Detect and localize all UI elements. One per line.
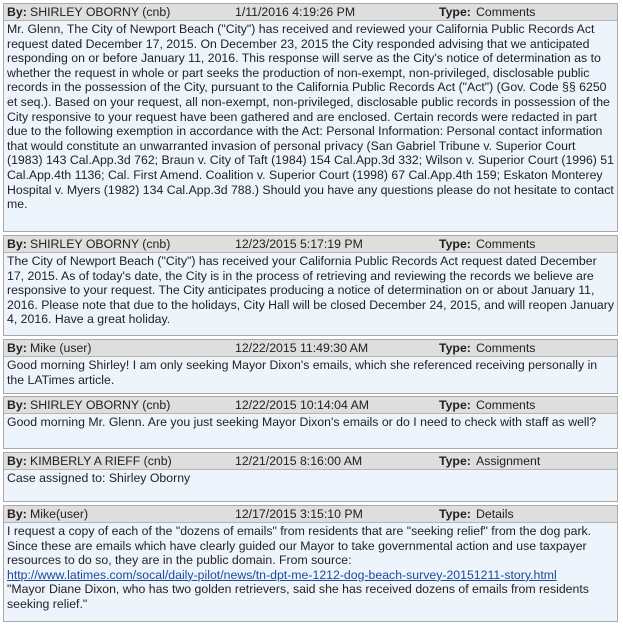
entry-text: I request a copy of each of the "dozens of emails" from residents that are "seeking relief" from the dog park. Since these are emails which have clearly guided our Mayor to take governmental action and use taxpayer resources to do so, they are in the public domain. From source: [7, 524, 592, 568]
entry-author: KIMBERLY A RIEFF (cnb) [30, 454, 172, 468]
entry-type: Assignment [476, 454, 541, 468]
history-entry [3, 3, 618, 232]
entry-author: SHIRLEY OBORNY (cnb) [30, 398, 171, 412]
entry-author: SHIRLEY OBORNY (cnb) [30, 5, 171, 19]
entry-author: SHIRLEY OBORNY (cnb) [30, 237, 171, 251]
entry-author: Mike(user) [30, 507, 89, 521]
entry-date: 12/17/2015 3:15:10 PM [235, 507, 363, 521]
entry-body [4, 523, 617, 614]
history-entry [3, 452, 618, 502]
entry-header [4, 453, 617, 470]
entry-text: Good morning Shirley! I am only seeking Mayor Dixon's emails, which she referenced receiving personally in the LATimes article. [7, 358, 598, 387]
entry-author: Mike (user) [30, 341, 92, 355]
by-label: By: [7, 237, 27, 251]
by-label: By: [7, 454, 27, 468]
entry-quote: "Mayor Diane Dixon, who has two golden retrievers, said she has received dozens of emails from residents seeking relief." [7, 582, 589, 611]
by-label: By: [7, 507, 27, 521]
entry-text: The City of Newport Beach ("City") has received your California Public Records Act request dated December 17, 2015. As of today's date, the City is in the process of retrieving and reviewing the records we believe are responsive to your request. The City anticipates producing a notice of determination on or about January 11, 2016. Please note that due to the holidays, City Hall will be closed December 24, 2015, and will reopen January 4, 2016. Have a great holiday. [7, 254, 615, 327]
type-label: Type: [439, 341, 471, 355]
type-label: Type: [439, 237, 471, 251]
entry-text: Case assigned to: Shirley Oborny [7, 471, 191, 485]
by-label: By: [7, 341, 27, 355]
by-label: By: [7, 5, 27, 19]
entry-type: Comments [476, 237, 536, 251]
by-label: By: [7, 398, 27, 412]
history-entry [3, 235, 618, 336]
history-entry [3, 339, 618, 394]
entry-type: Comments [476, 341, 536, 355]
entry-header [4, 397, 617, 414]
entry-type: Details [476, 507, 514, 521]
entry-header [4, 506, 617, 523]
entry-date: 12/23/2015 5:17:19 PM [235, 237, 363, 251]
entry-header [4, 236, 617, 253]
entry-header [4, 340, 617, 357]
entry-type: Comments [476, 398, 536, 412]
entry-date: 12/22/2015 10:14:04 AM [235, 398, 370, 412]
history-entry [3, 505, 618, 622]
entry-text: Mr. Glenn, The City of Newport Beach ("City") has received and reviewed your California Public Records Act request dated December 17, 2015. On December 23, 2015 the City responded advising that we anticipated responding on or before January 11, 2016. This response will serve as the City's notice of determination as to whether the request in whole or part seeks the production of non-exempt, non-privileged, disclosable public records in the possession of the City, pursuant to the California Public Records Act ("Act") (Gov. Code §§ 6250 et seq.). Based on your request, all non-exempt, non-privileged, disclosable public records in possession of the City responsive to your request have been gathered and are enclosed. Certain records were redacted in part due to the following exemption in accordance with the Act: Personal Information: Personal contact information that would constitute an unwarranted invasion of personal privacy (San Gabriel Tribune v. Superior Court (1983) 143 Cal.App.3d 762; Braun v. City of Taft (1984) 154 Cal.App.3d 332; Wilson v. Superior Court (1996) 51 Cal.App.4th 1136; Cal. First Amend. Coalition v. Superior Court (1998) 67 Cal.App.4th 159; Eskaton Monterey Hospital v. Myers (1982) 134 Cal.App.3d 788.) Should you have any questions please do not hesitate to contact me. [7, 22, 614, 212]
entry-header [4, 4, 617, 21]
entry-type: Comments [476, 5, 536, 19]
source-article-link[interactable]: http://www.latimes.com/socal/daily-pilot/news/tn-dpt-me-1212-dog-beach-survey-20151211-story.html [7, 567, 557, 582]
history-entry [3, 396, 618, 449]
entry-date: 12/22/2015 11:49:30 AM [235, 341, 369, 355]
type-label: Type: [439, 398, 471, 412]
type-label: Type: [439, 5, 471, 19]
entry-text: Good morning Mr. Glenn. Are you just seeking Mayor Dixon's emails or do I need to check with staff as well? [7, 415, 597, 429]
entry-date: 12/21/2015 8:16:00 AM [235, 454, 363, 468]
type-label: Type: [439, 454, 471, 468]
entry-date: 1/11/2016 4:19:26 PM [235, 5, 356, 19]
type-label: Type: [439, 507, 471, 521]
